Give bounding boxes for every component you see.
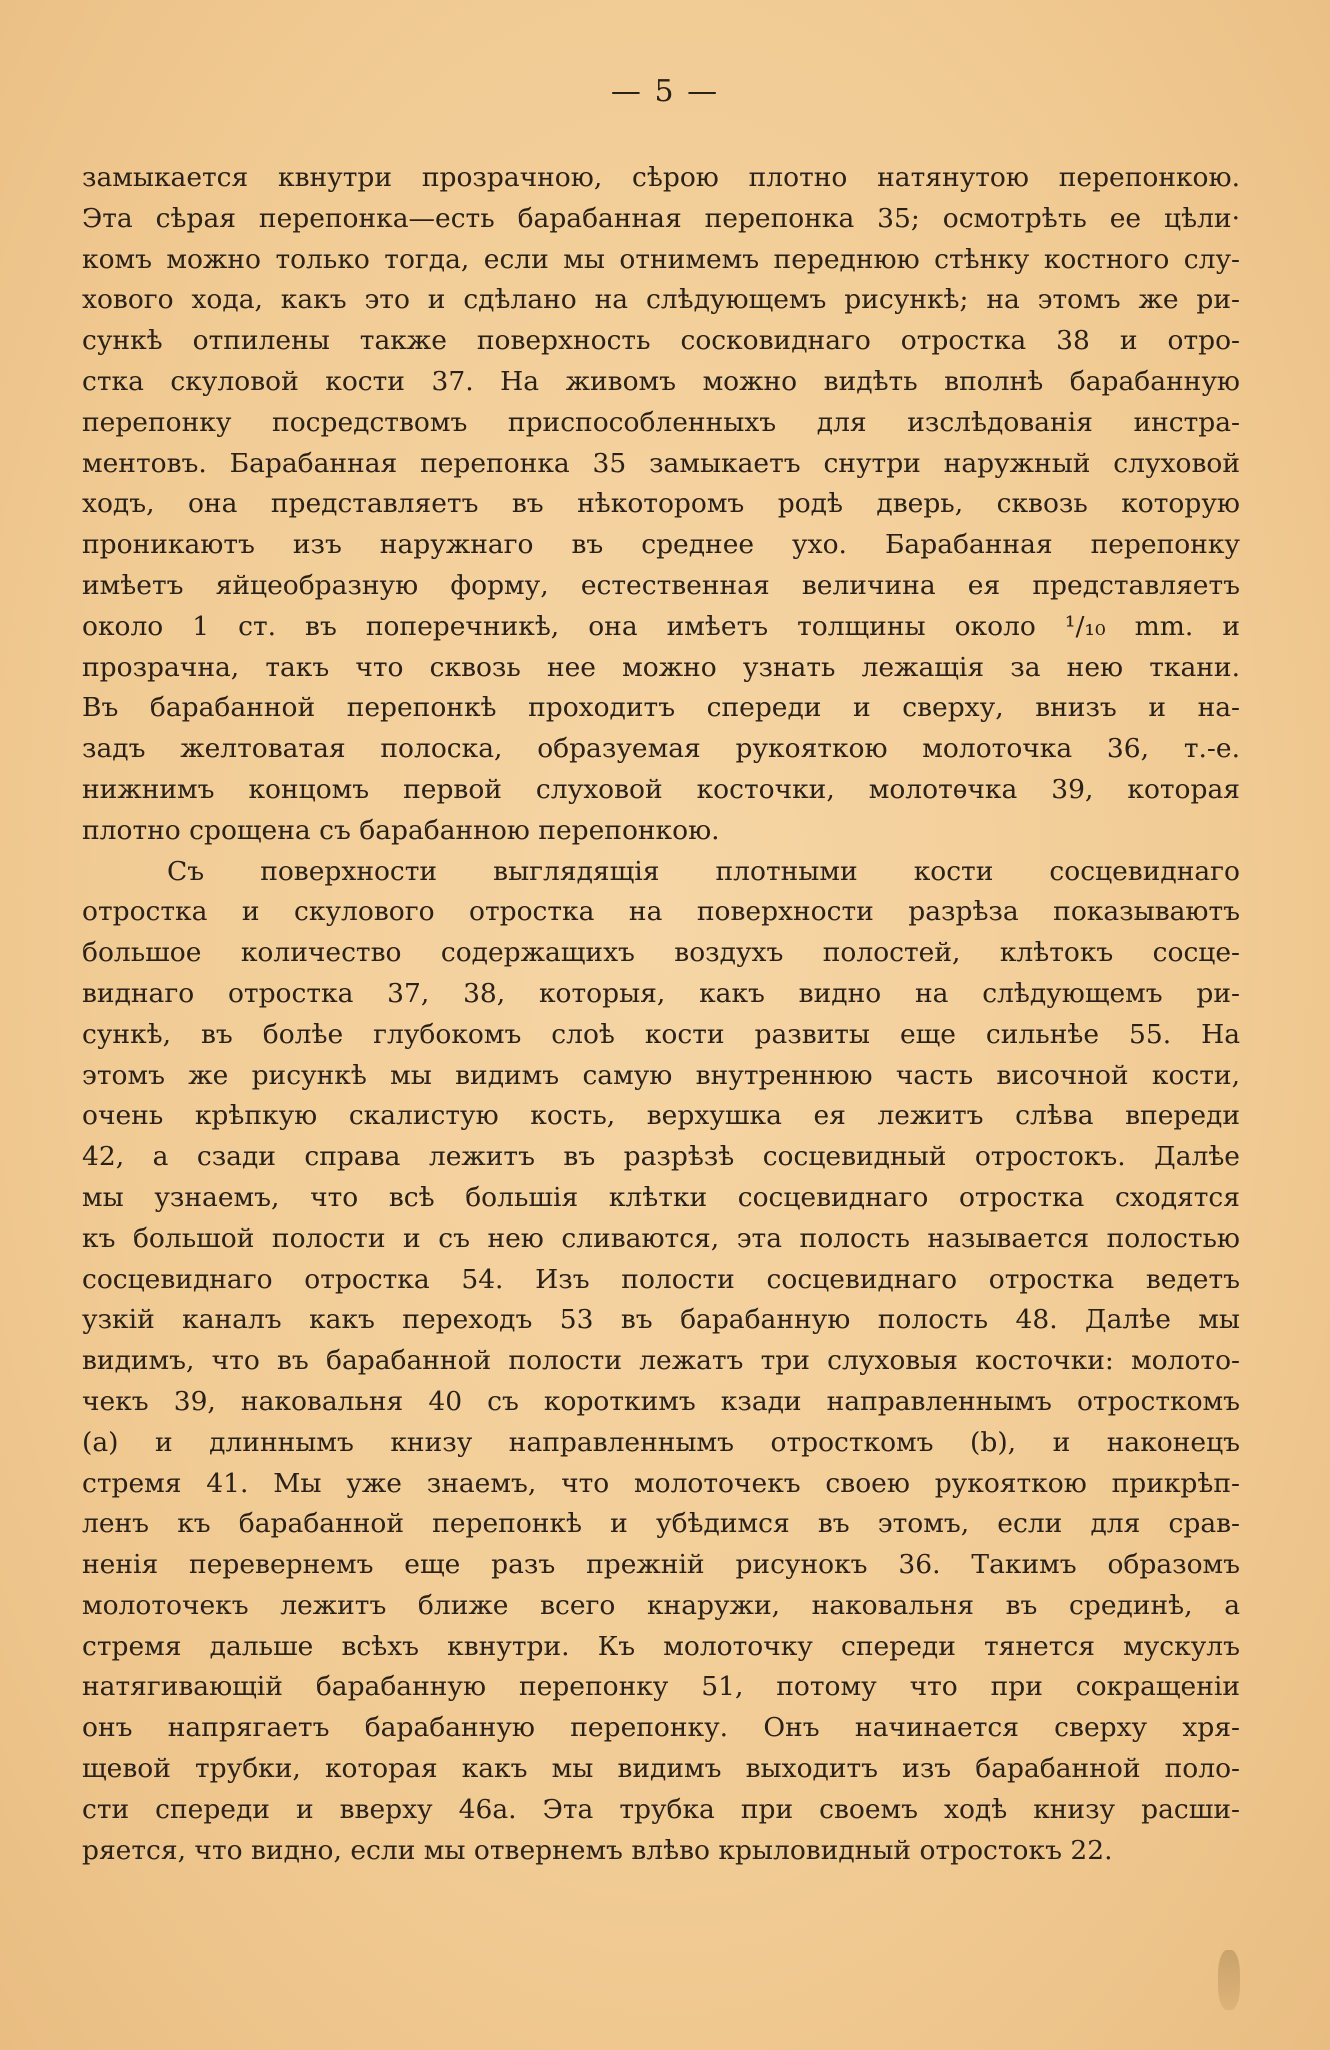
text-line: сосцевиднаго отростка 54. Изъ полости сосцевиднаго отростка ведетъ [82,1263,1240,1295]
text-line: виднаго отростка 37, 38, которыя, какъ видно на слѣдующемъ ри- [82,977,1240,1009]
text-line: большое количество содержащихъ воздухъ полостей, клѣтокъ сосце- [82,937,1240,969]
text-line: онъ напрягаетъ барабанную перепонку. Онъ начинается сверху хря- [82,1712,1240,1744]
text-line: прозрачна, такъ что сквозь нее можно узнать лежащія за нею ткани. [82,651,1240,683]
text-line: плотно срощена съ барабанною перепонкою. [82,814,720,846]
paragraph [82,158,1240,852]
text-line: нижнимъ концомъ первой слуховой косточки, молотѳчка 39, которая [82,773,1240,805]
text-line: мы узнаемъ, что всѣ большія клѣтки сосцевиднаго отростка сходятся [82,1181,1240,1213]
text-line: молоточекъ лежитъ ближе всего кнаружи, наковальня въ срединѣ, а [82,1589,1240,1621]
text-line: этомъ же рисункѣ мы видимъ самую внутреннюю часть височной кости, [82,1059,1240,1091]
text-line: (a) и длиннымъ книзу направленнымъ отросткомъ (b), и наконецъ [82,1426,1240,1458]
text-line: ряется, что видно, если мы отвернемъ влѣво крыловидный отростокъ 22. [82,1834,1113,1866]
text-line: натягивающій барабанную перепонку 51, потому что при сокращеніи [82,1671,1240,1703]
text-line: перепонку посредствомъ приспособленныхъ для изслѣдованія инстра- [82,406,1240,438]
text-line: 42, а сзади справа лежитъ въ разрѣзѣ сосцевидный отростокъ. Далѣе [82,1141,1240,1173]
text-line: узкій каналъ какъ переходъ 53 въ барабанную полость 48. Далѣе мы [82,1304,1240,1336]
text-line: къ большой полости и съ нею сливаются, эта полость называется полостью [82,1222,1240,1254]
text-line: хового хода, какъ это и сдѣлано на слѣдующемъ рисункѣ; на этомъ же ри- [82,284,1240,316]
page-number: — 5 — [610,74,720,109]
text-line: стка скуловой кости 37. На живомъ можно видѣть вполнѣ барабанную [82,365,1240,397]
text-line: ненія перевернемъ еще разъ прежній рисунокъ 36. Такимъ образомъ [82,1549,1240,1581]
text-line: Съ поверхности выглядящія плотными кости сосцевиднаго [167,855,1240,887]
text-line: Въ барабанной перепонкѣ проходитъ спереди и сверху, внизъ и на- [82,692,1240,724]
text-line: отростка и скулового отростка на поверхности разрѣза показываютъ [82,896,1240,928]
text-line: проникаютъ изъ наружнаго въ среднее ухо. Барабанная перепонку [82,529,1240,561]
text-line: ментовъ. Барабанная перепонка 35 замыкаетъ снутри наружный слуховой [82,447,1240,479]
text-line: сункѣ отпилены также поверхность сосковиднаго отростка 38 и отро- [82,325,1240,357]
text-line: имѣетъ яйцеобразную форму, естественная величина ея представляетъ [82,569,1240,601]
text-line: сти спереди и вверху 46а. Эта трубка при своемъ ходѣ книзу расши- [82,1793,1240,1825]
text-line: сункѣ, въ болѣе глубокомъ слоѣ кости развиты еще сильнѣе 55. На [82,1018,1240,1050]
text-line: ходъ, она представляетъ въ нѣкоторомъ родѣ дверь, сквозь которую [82,488,1240,520]
text-line: очень крѣпкую скалистую кость, верхушка ея лежитъ слѣва впереди [82,1100,1240,1132]
text-line: ленъ къ барабанной перепонкѣ и убѣдимся въ этомъ, если для срав- [82,1508,1240,1540]
text-line: щевой трубки, которая какъ мы видимъ выходитъ изъ барабанной поло- [82,1753,1240,1785]
text-line: задъ желтоватая полоска, образуемая рукояткою молоточка 36, т.-е. [82,733,1240,765]
text-line: видимъ, что въ барабанной полости лежатъ три слуховыя косточки: молото- [82,1345,1240,1377]
text-line: Эта сѣрая перепонка—есть барабанная перепонка 35; осмотрѣть ее цѣли· [82,202,1240,234]
text-line: около 1 ст. въ поперечникѣ, она имѣетъ толщины около ¹/₁₀ mm. и [82,610,1240,642]
text-line: чекъ 39, наковальня 40 съ короткимъ кзади направленнымъ отросткомъ [82,1385,1240,1417]
text-line: комъ можно только тогда, если мы отнимемъ переднюю стѣнку костного слу- [82,243,1240,275]
text-line: стремя дальше всѣхъ квнутри. Къ молоточку спереди тянется мускулъ [82,1630,1240,1662]
text-line: стремя 41. Мы уже знаемъ, что молоточекъ своею рукояткою прикрѣп- [82,1467,1240,1499]
text-body [82,158,1240,1871]
paper-stain [1218,1950,1240,2010]
paragraph [82,852,1240,1872]
text-line: замыкается квнутри прозрачною, сѣрою плотно натянутою перепонкою. [82,162,1240,193]
